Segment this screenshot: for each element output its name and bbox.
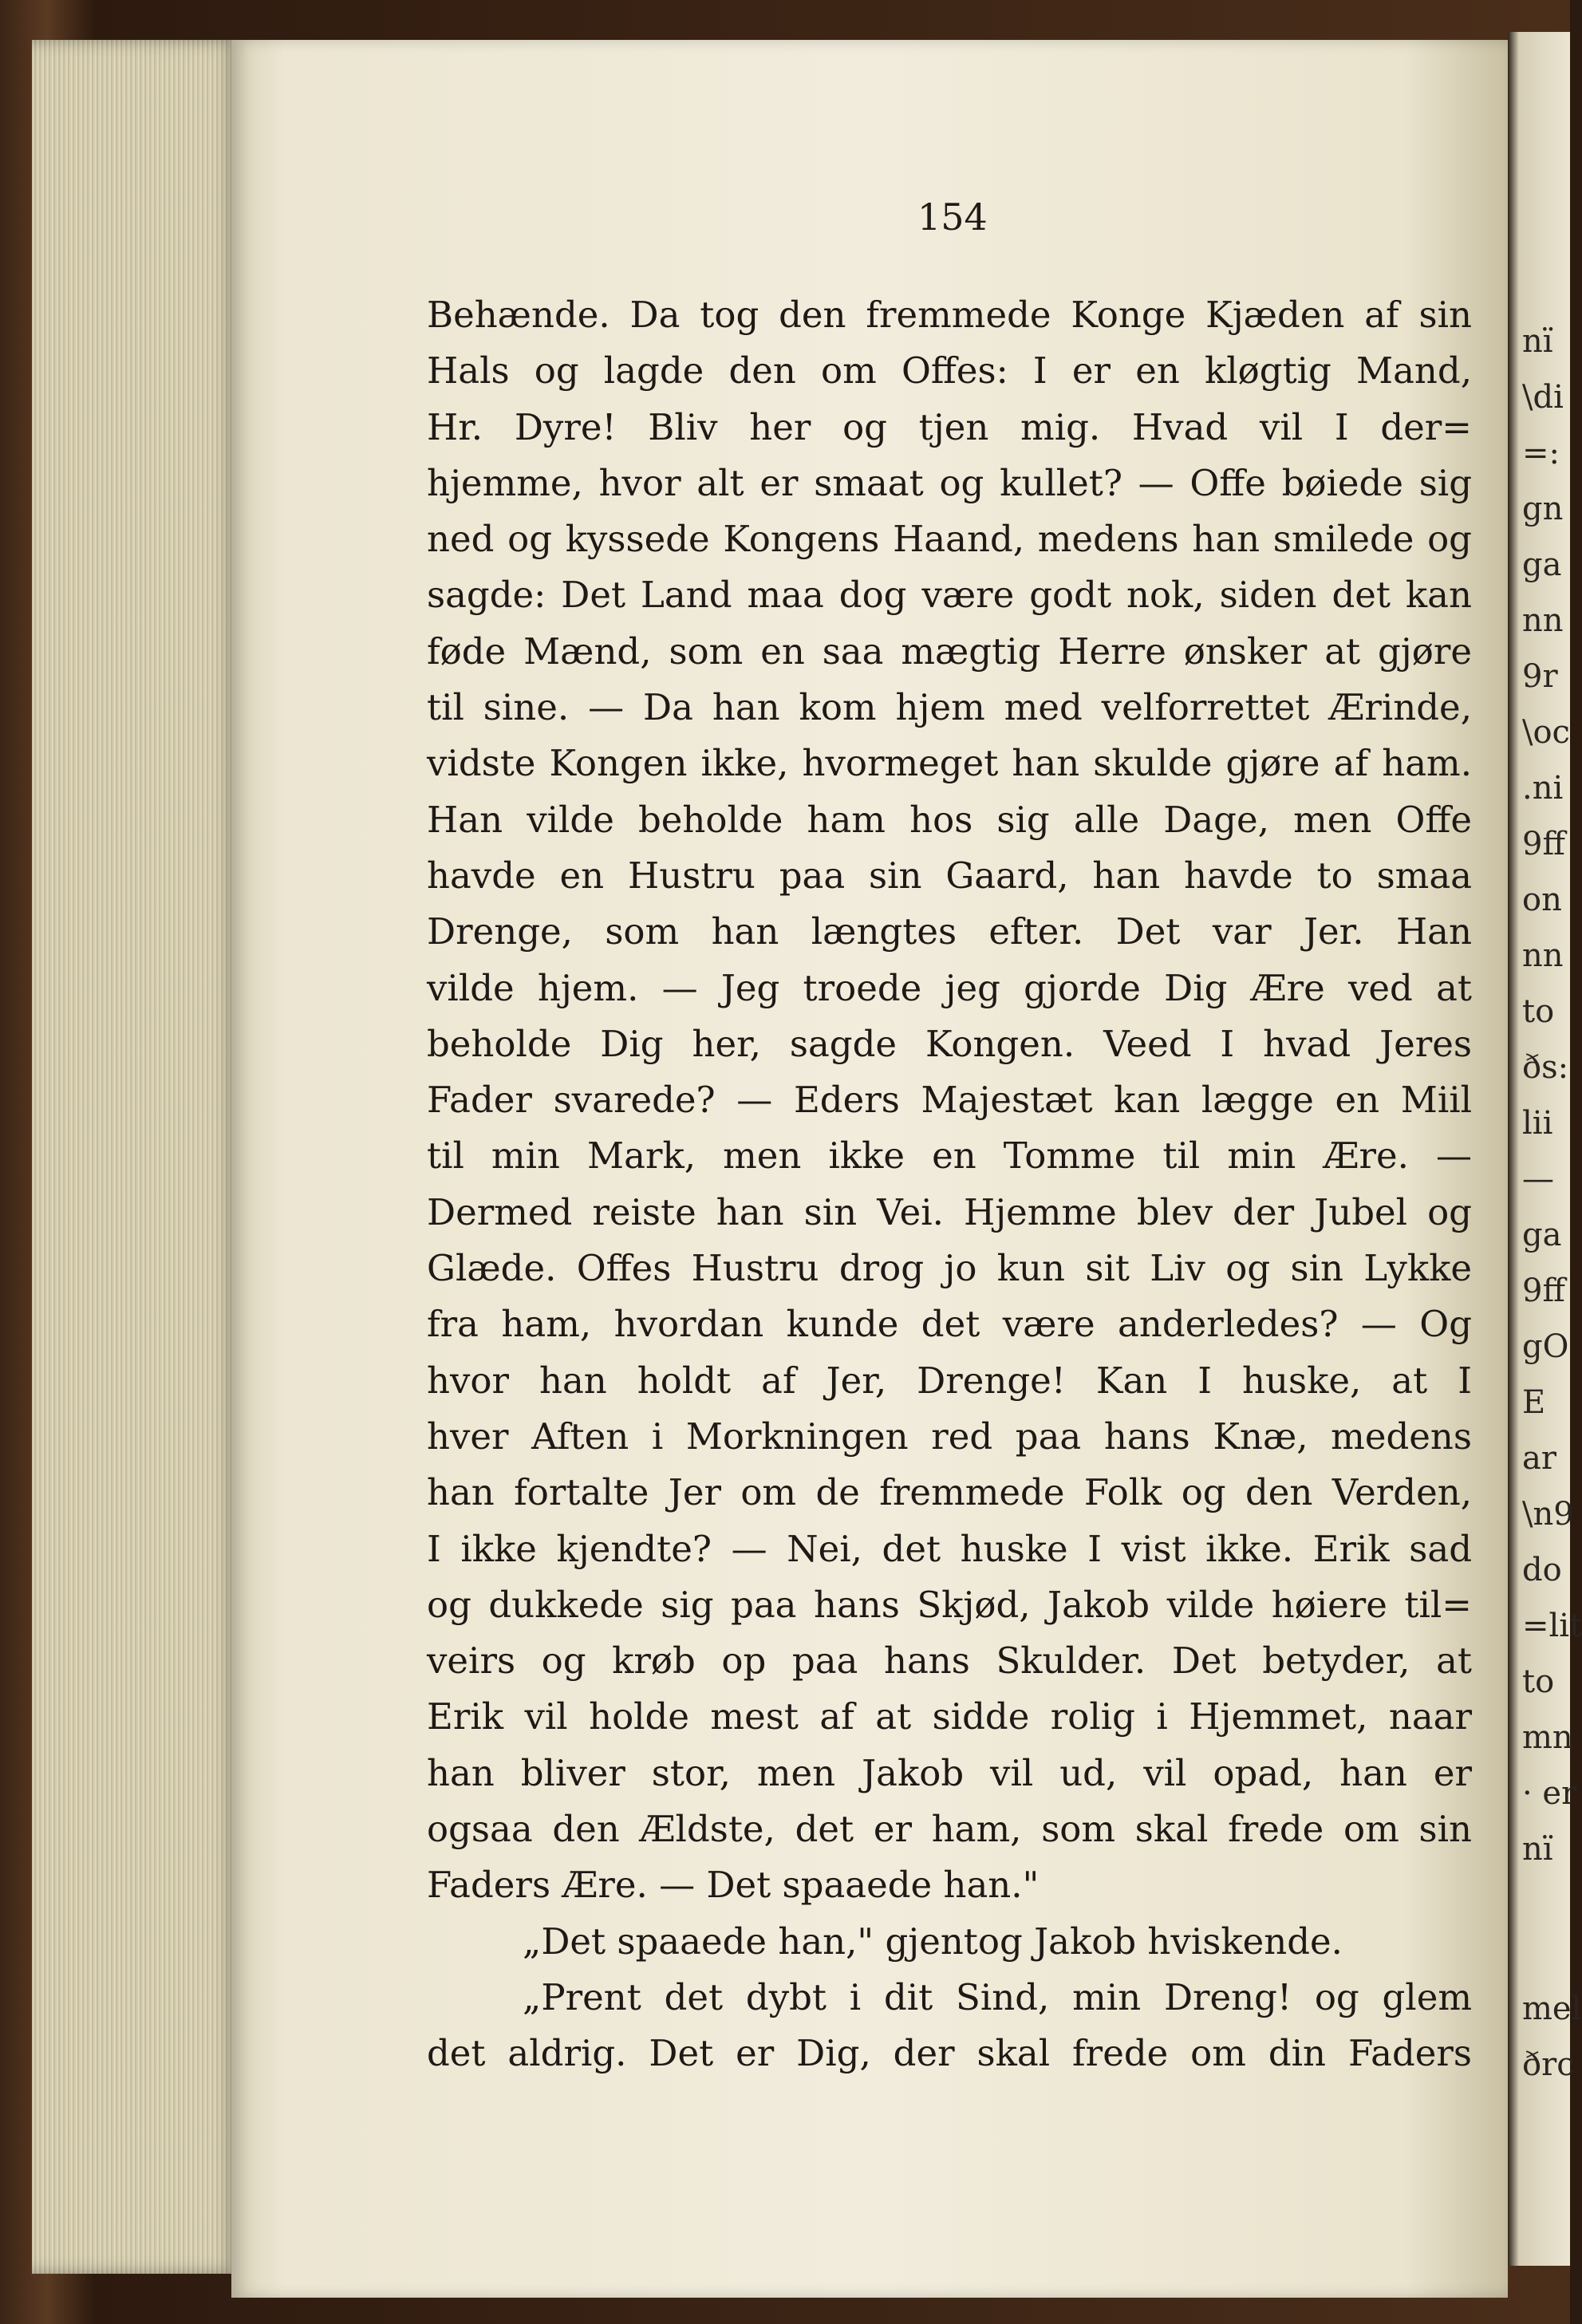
margin-fragment: do (1522, 1552, 1562, 1588)
page-stack-edge (32, 40, 239, 2274)
margin-fragment: to (1522, 1663, 1555, 1700)
margin-fragment: ga (1522, 1217, 1562, 1253)
text-line: havde en Hustru paa sin Gaard, han havde to smaa (427, 854, 1472, 897)
margin-fragment: to (1522, 993, 1555, 1030)
text-line: vilde hjem. — Jeg troede jeg gjorde Dig Ære ved at (427, 966, 1472, 1009)
margin-fragment: \di (1522, 379, 1564, 416)
margin-fragment: E (1522, 1384, 1546, 1421)
text-line: Behænde. Da tog den fremmede Konge Kjæden af sin (427, 294, 1472, 336)
text-line: hjemme, hvor alt er smaat og kullet? — Offe bøiede sig (427, 461, 1472, 504)
margin-fragment: gn (1522, 491, 1564, 527)
margin-fragment: .ni (1522, 770, 1564, 807)
text-line: hver Aften i Morkningen red paa hans Knæ, medens (427, 1415, 1472, 1458)
margin-fragment: nn (1522, 602, 1564, 639)
margin-fragment: mel (1522, 1991, 1582, 2027)
text-line: Glæde. Offes Hustru drog jo kun sit Liv og sin Lykke (427, 1247, 1472, 1290)
page-number: 154 (917, 195, 988, 239)
text-line: føde Mænd, som en saa mægtig Herre ønsker at gjøre (427, 629, 1472, 673)
margin-fragment: ðrc (1522, 2046, 1575, 2083)
text-line: Drenge, som han længtes efter. Det var Jer. Han (427, 910, 1472, 953)
margin-fragment: \oc (1522, 714, 1570, 751)
page-text (427, 287, 1472, 2082)
margin-fragment: — (1522, 1161, 1554, 1198)
margin-fragment: \n9 (1522, 1496, 1574, 1533)
text-line: Erik vil holde mest af at sidde rolig i Hjemmet, naar (427, 1695, 1472, 1738)
text-line: det aldrig. Det er Dig, der skal frede om din Faders (427, 2032, 1472, 2075)
margin-fragment: ar (1522, 1440, 1556, 1477)
text-line: beholde Dig her, sagde Kongen. Veed I hvad Jeres (427, 1022, 1472, 1065)
text-line: Dermed reiste han sin Vei. Hjemme blev der Jubel og (427, 1190, 1472, 1233)
adjacent-page-edge (1508, 32, 1582, 2266)
text-line: I ikke kjendte? — Nei, det huske I vist ikke. Erik sad (427, 1527, 1472, 1570)
margin-fragment: 9r (1522, 658, 1558, 695)
margin-fragment: ga (1522, 546, 1562, 583)
margin-fragment: mn (1522, 1719, 1573, 1756)
margin-fragment: =: (1522, 435, 1560, 472)
margin-fragment: · er (1522, 1775, 1577, 1812)
margin-fragment: 9ff (1522, 826, 1565, 862)
text-line: ogsaa den Ældste, det er ham, som skal frede om sin (427, 1808, 1472, 1851)
text-line: „Prent det dybt i dit Sind, min Dreng! og glem (523, 1975, 1472, 2018)
margin-fragment: 9ff (1522, 1272, 1565, 1309)
text-line: hvor han holdt af Jer, Drenge! Kan I huske, at I (427, 1359, 1472, 1402)
margin-fragment: =lit (1522, 1608, 1582, 1644)
margin-fragment: ðs: (1522, 1049, 1569, 1086)
text-line: Hr. Dyre! Bliv her og tjen mig. Hvad vil I der= (427, 405, 1472, 448)
text-line: Fader svarede? — Eders Majestæt kan lægge en Miil (427, 1079, 1472, 1122)
text-line: han fortalte Jer om de fremmede Folk og den Verden, (427, 1471, 1472, 1514)
margin-fragment: gO (1522, 1328, 1569, 1365)
text-line: til min Mark, men ikke en Tomme til min Ære. — (427, 1134, 1472, 1178)
text-line: han bliver stor, men Jakob vil ud, vil opad, han er (427, 1751, 1472, 1794)
text-line: sagde: Det Land maa dog være godt nok, siden det kan (427, 574, 1472, 617)
text-line: ned og kyssede Kongens Haand, medens han smilede og (427, 518, 1472, 561)
margin-fragment: lii (1522, 1105, 1553, 1142)
text-line: til sine. — Da han kom hjem med velforrettet Ærinde, (427, 686, 1472, 729)
margin-fragment: nn (1522, 937, 1564, 974)
text-line: Faders Ære. — Det spaaede han." (427, 1864, 1040, 1907)
text-line: vidste Kongen ikke, hvormeget han skulde gjøre af ham. (427, 742, 1472, 785)
margin-fragment: on (1522, 882, 1562, 918)
text-line: veirs og krøb op paa hans Skulder. Det betyder, at (427, 1639, 1472, 1683)
text-line: „Det spaaede han," gjentog Jakob hviskende. (523, 1920, 1343, 1963)
text-line: og dukkede sig paa hans Skjød, Jakob vilde høiere til= (427, 1583, 1472, 1626)
margin-fragment: nï (1522, 323, 1553, 360)
text-line: Han vilde beholde ham hos sig alle Dage, men Offe (427, 798, 1472, 841)
text-line: Hals og lagde den om Offes: I er en kløgtig Mand, (427, 349, 1472, 393)
text-line: fra ham, hvordan kunde det være anderledes? — Og (427, 1303, 1472, 1346)
margin-fragment: nï (1522, 1831, 1553, 1868)
